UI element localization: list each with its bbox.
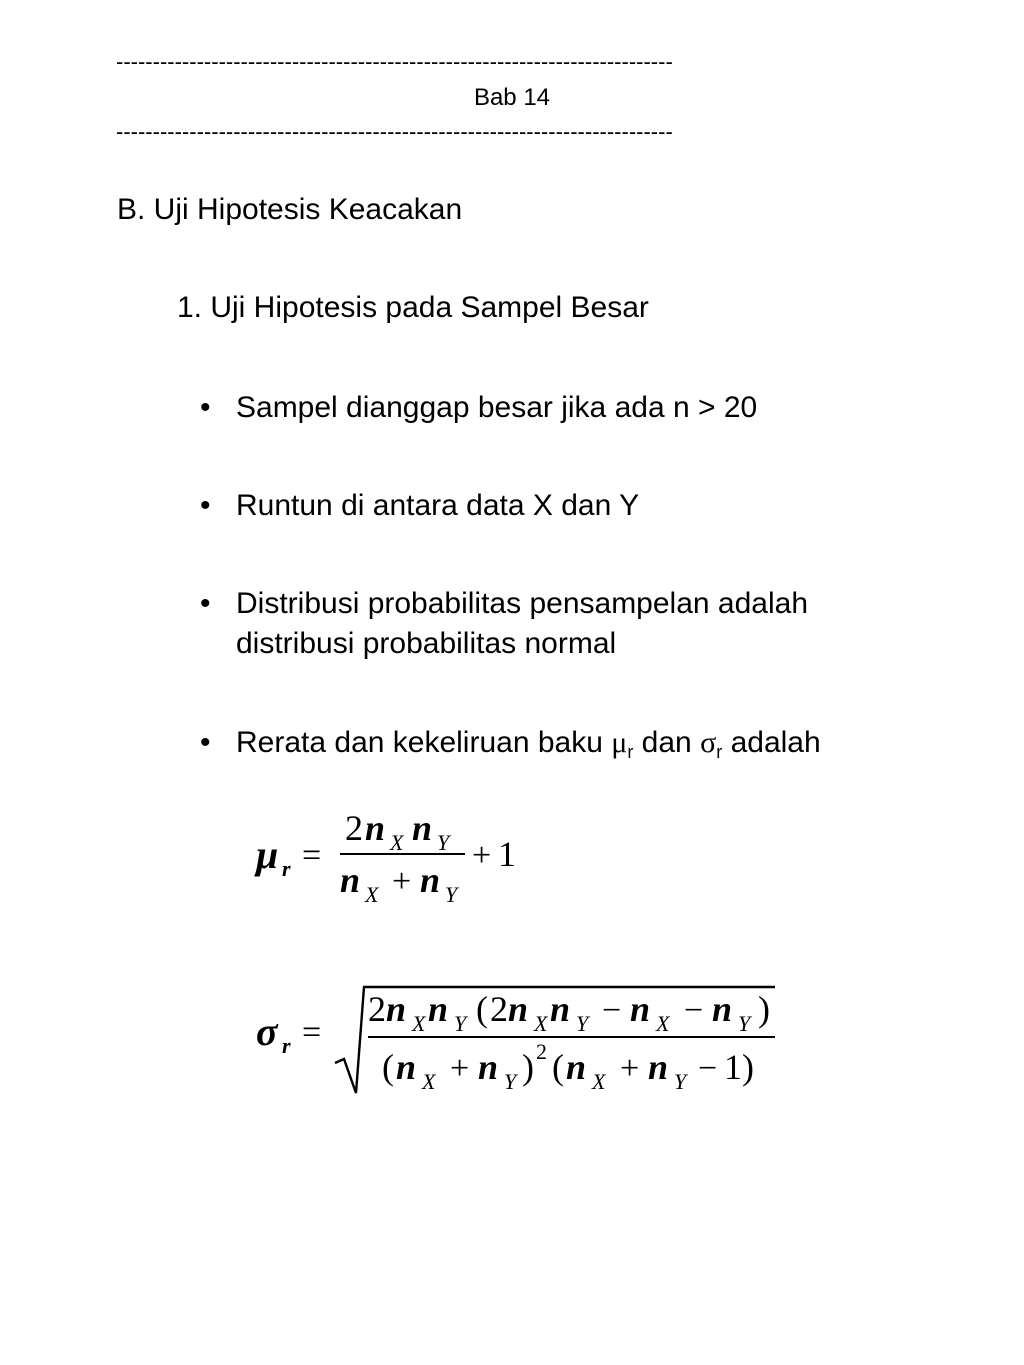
svg-text:n: n	[712, 989, 733, 1029]
svg-text:2: 2	[368, 989, 386, 1029]
svg-text:μ: μ	[256, 832, 279, 877]
svg-text:=: =	[302, 1014, 322, 1051]
svg-text:+: +	[392, 863, 412, 900]
sigma-symbol: σ	[700, 726, 717, 759]
standard-error-formula	[240, 975, 800, 1105]
svg-text:n: n	[428, 989, 449, 1029]
svg-text:r: r	[282, 1033, 291, 1058]
bullet-glyph: •	[200, 391, 211, 424]
bullet-text: Rerata dan kekeliruan baku $\mu_r$ dan $\sigma_r$ adalah	[236, 726, 821, 762]
svg-text:X: X	[412, 1011, 426, 1036]
svg-text:): )	[758, 989, 770, 1029]
svg-text:n: n	[566, 1047, 587, 1087]
svg-text:X: X	[534, 1011, 548, 1036]
svg-text:Y: Y	[504, 1069, 517, 1094]
svg-text:n: n	[365, 808, 386, 848]
svg-text:−: −	[684, 992, 704, 1029]
chapter-label: Bab 14	[473, 84, 551, 111]
svg-text:2: 2	[536, 1039, 547, 1064]
svg-text:=: =	[302, 837, 322, 874]
bullet-text: Runtun di antara data X dan Y	[236, 489, 640, 522]
svg-text:2: 2	[490, 989, 508, 1029]
svg-text:n: n	[340, 860, 361, 900]
bullet-glyph: •	[200, 587, 211, 620]
svg-text:X: X	[422, 1069, 436, 1094]
svg-text:(: (	[552, 1047, 564, 1087]
section-title: B. Uji Hipotesis Keacakan	[117, 193, 463, 226]
svg-text:n: n	[386, 989, 407, 1029]
svg-text:n: n	[420, 860, 441, 900]
svg-text:+: +	[450, 1050, 470, 1087]
svg-text:n: n	[412, 808, 433, 848]
svg-text:X: X	[390, 830, 404, 855]
subsection-title: 1. Uji Hipotesis pada Sampel Besar	[177, 291, 649, 324]
svg-text:2: 2	[345, 808, 363, 848]
svg-text:n: n	[630, 989, 651, 1029]
svg-text:Y: Y	[437, 830, 450, 855]
mean-formula	[240, 800, 560, 920]
bullet-item-3	[200, 584, 920, 668]
header-rule-bottom: ----------------------------------------------------------------------------	[116, 120, 673, 144]
svg-text:Y: Y	[674, 1069, 687, 1094]
bullet-text	[236, 584, 926, 664]
svg-text:−: −	[698, 1050, 718, 1087]
bullet-text-line-1: Distribusi probabilitas pensampelan adalah	[236, 587, 809, 620]
svg-text:σ: σ	[256, 1009, 278, 1054]
header-rule-top: ----------------------------------------------------------------------------	[116, 50, 673, 74]
svg-text:+: +	[472, 837, 492, 874]
svg-text:n: n	[478, 1047, 499, 1087]
bullet-item-4	[200, 723, 920, 763]
svg-text:−: −	[602, 992, 622, 1029]
svg-text:r: r	[282, 856, 291, 881]
svg-text:n: n	[648, 1047, 669, 1087]
bullet-glyph: •	[200, 489, 211, 522]
svg-text:n: n	[508, 989, 529, 1029]
svg-text:+: +	[620, 1050, 640, 1087]
svg-text:X: X	[656, 1011, 670, 1036]
svg-text:1: 1	[498, 834, 516, 874]
svg-text:Y: Y	[445, 882, 458, 907]
svg-text:): )	[522, 1047, 534, 1087]
svg-text:1: 1	[724, 1047, 742, 1087]
svg-text:(: (	[382, 1047, 394, 1087]
bullet-text: Sampel dianggap besar jika ada n > 20	[236, 391, 758, 424]
bullet-text-line-2: distribusi probabilitas normal	[236, 627, 617, 660]
bullet-item-2	[200, 486, 920, 526]
bullet-item-1	[200, 388, 920, 428]
mu-symbol: μ	[611, 726, 628, 759]
svg-text:Y: Y	[576, 1011, 589, 1036]
svg-text:n: n	[396, 1047, 417, 1087]
bullet-glyph: •	[200, 726, 211, 759]
svg-text:): )	[742, 1047, 754, 1087]
svg-text:(: (	[476, 989, 488, 1029]
svg-text:X: X	[365, 882, 379, 907]
svg-text:Y: Y	[454, 1011, 467, 1036]
svg-text:Y: Y	[738, 1011, 751, 1036]
svg-text:n: n	[550, 989, 571, 1029]
svg-text:X: X	[592, 1069, 606, 1094]
